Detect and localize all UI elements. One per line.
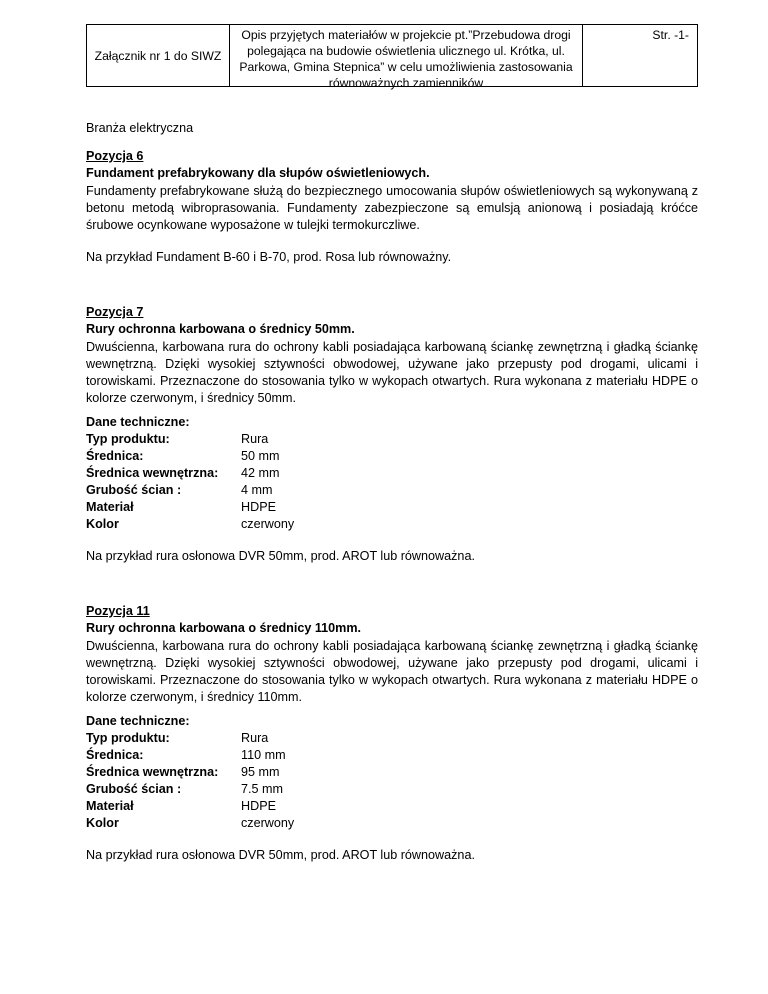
header-document-title: Opis przyjętych materiałów w projekcie pt.”Przebudowa drogi polegająca na budowie oświetlenia ulicznego ul. Krótka, ul. Parkowa, Gmina Stepnica” w celu umożliwienia zastosowania równoważnych zamienników (230, 25, 583, 86)
section-number: Pozycja 7 (86, 305, 144, 319)
technical-data-row (86, 465, 698, 482)
technical-data-row (86, 730, 698, 747)
spec-label: Materiał (86, 799, 134, 813)
spec-label: Typ produktu: (86, 432, 170, 446)
section-number: Pozycja 11 (86, 604, 150, 618)
header-page-number: Str. -1- (652, 28, 689, 42)
spec-value: Rura (241, 432, 269, 446)
spec-label: Materiał (86, 500, 134, 514)
technical-data-row (86, 798, 698, 815)
section-title: Fundament prefabrykowany dla słupów oświetleniowych. (86, 166, 430, 180)
spec-value: czerwony (241, 517, 295, 531)
page-header-table (86, 24, 698, 90)
technical-data-row (86, 431, 698, 448)
spec-label: Grubość ścian : (86, 483, 182, 497)
spec-value: HDPE (241, 500, 276, 514)
spec-value: czerwony (241, 816, 295, 830)
spec-value: 95 mm (241, 765, 280, 779)
section-example: Na przykład Fundament B-60 i B-70, prod. Rosa lub równoważny. (86, 250, 452, 264)
technical-data-row (86, 815, 698, 832)
header-attachment-label: Załącznik nr 1 do SIWZ (87, 25, 230, 86)
spec-value: 7.5 mm (241, 782, 283, 796)
spec-label: Średnica wewnętrzna: (86, 765, 219, 779)
spec-value: 4 mm (241, 483, 273, 497)
technical-data-row (86, 764, 698, 781)
spec-label: Kolor (86, 517, 119, 531)
technical-data-row (86, 499, 698, 516)
spec-label: Średnica: (86, 449, 144, 463)
technical-data-heading: Dane techniczne: (86, 714, 190, 728)
section-title: Rury ochronna karbowana o średnicy 110mm. (86, 621, 362, 635)
technical-data-row (86, 747, 698, 764)
section-pozycja-11 (86, 603, 698, 864)
spec-value: Rura (241, 731, 269, 745)
technical-data-row (86, 448, 698, 465)
spec-value: 110 mm (241, 748, 286, 762)
spec-value: 42 mm (241, 466, 280, 480)
technical-data-row (86, 781, 698, 798)
section-pozycja-7 (86, 304, 698, 565)
section-description: Fundamenty prefabrykowane służą do bezpiecznego umocowania słupów oświetleniowych są wykonywaną z betonu metodą wibroprasowania. Fundamenty zabezpieczone są emulsją anionową i posiadają króćce śrubowe ocynkowane wyposażone w tulejki termokurczliwe. (86, 184, 698, 232)
spec-value: HDPE (241, 799, 276, 813)
technical-data-row (86, 516, 698, 533)
spec-label: Średnica: (86, 748, 144, 762)
section-title: Rury ochronna karbowana o średnicy 50mm. (86, 322, 355, 336)
section-example: Na przykład rura osłonowa DVR 50mm, prod. AROT lub równoważna. (86, 848, 475, 862)
spec-label: Typ produktu: (86, 731, 170, 745)
technical-data-row (86, 482, 698, 499)
document-body (86, 120, 698, 886)
section-description: Dwuścienna, karbowana rura do ochrony kabli posiadająca karbowaną ściankę zewnętrzną i gładką ściankę wewnętrzną. Dzięki wysokiej sztywności obwodowej, używane jako przepusty pod drogami, ulicami i torowiskami. Przeznaczone do stosowania tylko w wykopach otwartych. Rura wykonana z materiału HDPE o kolorze czerwonym, i średnicy 50mm. (86, 340, 698, 405)
section-number: Pozycja 6 (86, 149, 144, 163)
section-description: Dwuścienna, karbowana rura do ochrony kabli posiadająca karbowaną ściankę zewnętrzną i gładką ściankę wewnętrzną. Dzięki wysokiej sztywności obwodowej, używane jako przepusty pod drogami, ulicami i torowiskami. Przeznaczone do stosowania tylko w wykopach otwartych. Rura wykonana z materiału HDPE o kolorze czerwonym, i średnicy 110mm. (86, 639, 698, 704)
technical-data (86, 713, 698, 832)
technical-data (86, 414, 698, 533)
spec-label: Grubość ścian : (86, 782, 182, 796)
spec-label: Średnica wewnętrzna: (86, 466, 219, 480)
section-pozycja-6 (86, 148, 698, 266)
technical-data-heading: Dane techniczne: (86, 415, 190, 429)
spec-label: Kolor (86, 816, 119, 830)
branch-heading: Branża elektryczna (86, 121, 194, 135)
section-example: Na przykład rura osłonowa DVR 50mm, prod. AROT lub równoważna. (86, 549, 475, 563)
spec-value: 50 mm (241, 449, 280, 463)
